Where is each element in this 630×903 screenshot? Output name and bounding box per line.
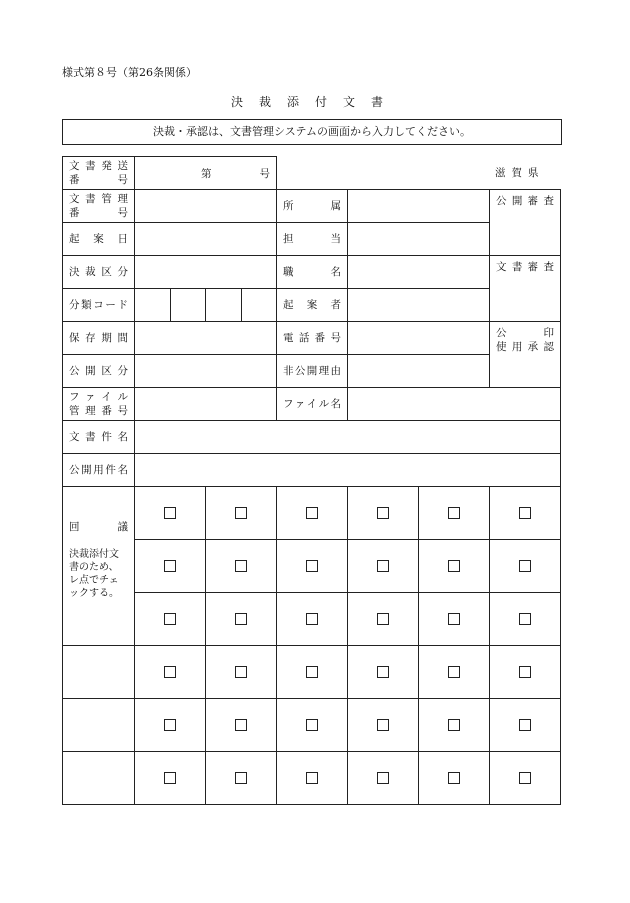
approval-checkbox[interactable] — [519, 613, 531, 625]
approval-checkbox[interactable] — [306, 719, 318, 731]
tanto-field[interactable] — [348, 223, 490, 256]
shozoku-label: 所属 — [277, 190, 348, 223]
approval-checkbox[interactable] — [377, 666, 389, 678]
doc-review-label: 文書審査 — [496, 261, 554, 273]
send-number-field[interactable] — [135, 157, 277, 190]
form-number: 様式第８号（第26条関係） — [62, 66, 197, 79]
approval-checkbox[interactable] — [164, 719, 176, 731]
approval-checkbox[interactable] — [235, 613, 247, 625]
row-public-subject — [63, 454, 561, 487]
approval-checkbox[interactable] — [519, 560, 531, 572]
approval-checkbox[interactable] — [306, 613, 318, 625]
kokai-kubun-label: 公開区分 — [63, 355, 135, 388]
approval-checkbox[interactable] — [235, 507, 247, 519]
notice-text: 決裁・承認は、文書管理システムの画面から入力してください。 — [153, 125, 471, 138]
hozon-kikan-label: 保存期間 — [63, 322, 135, 355]
hikokai-riyu-field[interactable] — [348, 355, 490, 388]
public-review-box[interactable] — [490, 190, 561, 256]
bunrui-code-box-4[interactable] — [242, 289, 277, 322]
row-bunrui-code — [63, 289, 561, 322]
row-kokai-kubun — [63, 355, 561, 388]
approval-checkbox[interactable] — [448, 507, 460, 519]
kokai-kubun-field[interactable] — [135, 355, 277, 388]
kaigi-row-4 — [63, 646, 561, 699]
approval-checkbox[interactable] — [448, 666, 460, 678]
kessai-kubun-field[interactable] — [135, 256, 277, 289]
kessai-kubun-label: 決裁区分 — [63, 256, 135, 289]
approval-checkbox[interactable] — [235, 772, 247, 784]
public-subject-field[interactable] — [135, 454, 561, 487]
file-name-field[interactable] — [348, 388, 561, 421]
approval-checkbox[interactable] — [306, 560, 318, 572]
kian-date-label: 起案日 — [63, 223, 135, 256]
row-mgmt-number — [63, 190, 561, 223]
kaigi-extra-label-cell — [63, 699, 135, 752]
kaigi-note: 決裁添付文書のため、レ点でチェックする。 — [69, 549, 119, 599]
row-file — [63, 388, 561, 421]
approval-checkbox[interactable] — [377, 507, 389, 519]
kaigi-row-2 — [63, 540, 561, 593]
approval-checkbox[interactable] — [164, 772, 176, 784]
document-title: 決裁添付文書 — [230, 95, 399, 109]
doc-subject-label: 文書件名 — [63, 421, 135, 454]
seal-label-line1: 公 印 — [496, 327, 554, 339]
public-review-label: 公開審査 — [496, 195, 554, 207]
row-hozon-kikan — [63, 322, 561, 355]
file-mgmt-label: ファイル 管理番号 — [63, 388, 135, 421]
approval-checkbox[interactable] — [519, 666, 531, 678]
approval-checkbox[interactable] — [306, 772, 318, 784]
approval-checkbox[interactable] — [235, 666, 247, 678]
row-kian-date — [63, 223, 561, 256]
kaigi-label-cell — [63, 487, 135, 646]
approval-checkbox[interactable] — [448, 560, 460, 572]
row-kessai-kubun — [63, 256, 561, 289]
file-name-label: ファイル名 — [277, 388, 348, 421]
kaigi-extra-label-cell — [63, 752, 135, 805]
row-send-number — [63, 157, 561, 190]
approval-checkbox[interactable] — [448, 719, 460, 731]
tanto-label: 担当 — [277, 223, 348, 256]
shokumei-field[interactable] — [348, 256, 490, 289]
gou-text: 号 — [259, 168, 270, 180]
approval-checkbox[interactable] — [164, 507, 176, 519]
hikokai-riyu-label: 非公開理由 — [277, 355, 348, 388]
approval-checkbox[interactable] — [306, 666, 318, 678]
approval-checkbox[interactable] — [164, 560, 176, 572]
kian-date-field[interactable] — [135, 223, 277, 256]
approval-checkbox[interactable] — [377, 613, 389, 625]
approval-checkbox[interactable] — [306, 507, 318, 519]
approval-checkbox[interactable] — [448, 613, 460, 625]
notice-box — [62, 119, 562, 145]
seal-approval-box[interactable] — [490, 322, 561, 388]
form-table — [62, 156, 561, 805]
approval-checkbox[interactable] — [164, 666, 176, 678]
doc-review-box[interactable] — [490, 256, 561, 322]
kaigi-extra-label-cell — [63, 646, 135, 699]
approval-checkbox[interactable] — [235, 719, 247, 731]
bunrui-code-box-1[interactable] — [135, 289, 171, 322]
hozon-kikan-field[interactable] — [135, 322, 277, 355]
approval-checkbox[interactable] — [519, 719, 531, 731]
bunrui-code-box-3[interactable] — [206, 289, 242, 322]
kaigi-row-5 — [63, 699, 561, 752]
bunrui-code-label: 分類コード — [63, 289, 135, 322]
doc-subject-field[interactable] — [135, 421, 561, 454]
kiansha-field[interactable] — [348, 289, 490, 322]
shokumei-label: 職名 — [277, 256, 348, 289]
kaigi-row-6 — [63, 752, 561, 805]
mgmt-number-field[interactable] — [135, 190, 277, 223]
kaigi-row-3 — [63, 593, 561, 646]
send-number-label: 文書発送 番号 — [63, 157, 135, 190]
approval-checkbox[interactable] — [519, 772, 531, 784]
denwa-label: 電話番号 — [277, 322, 348, 355]
approval-checkbox[interactable] — [377, 560, 389, 572]
approval-checkbox[interactable] — [164, 613, 176, 625]
approval-checkbox[interactable] — [519, 507, 531, 519]
dai-text: 第 — [201, 168, 212, 180]
prefecture-name: 滋賀県 — [495, 167, 545, 180]
kaigi-title: 回議 — [69, 521, 128, 533]
approval-checkbox[interactable] — [235, 560, 247, 572]
denwa-field[interactable] — [348, 322, 490, 355]
file-mgmt-field[interactable] — [135, 388, 277, 421]
kaigi-row-1 — [63, 487, 561, 540]
row-doc-subject — [63, 421, 561, 454]
approval-checkbox[interactable] — [377, 772, 389, 784]
seal-label-line2: 使用承認 — [496, 341, 554, 353]
bunrui-code-box-2[interactable] — [171, 289, 206, 322]
mgmt-number-label: 文書管理 番号 — [63, 190, 135, 223]
approval-checkbox[interactable] — [377, 719, 389, 731]
public-subject-label: 公開用件名 — [63, 454, 135, 487]
approval-checkbox[interactable] — [448, 772, 460, 784]
kiansha-label: 起案者 — [277, 289, 348, 322]
shozoku-field[interactable] — [348, 190, 490, 223]
